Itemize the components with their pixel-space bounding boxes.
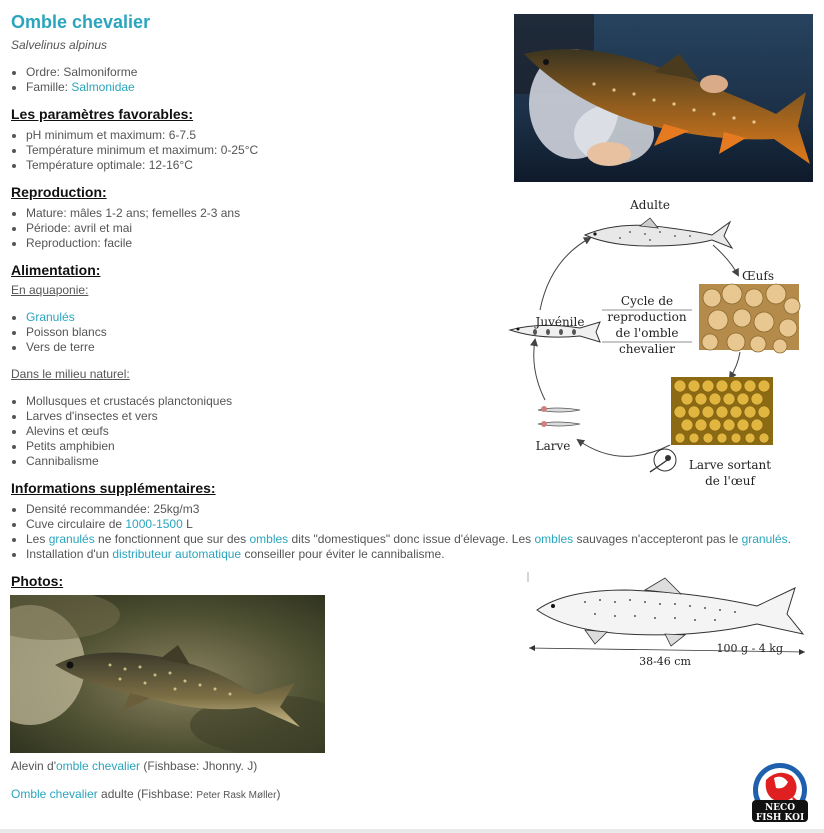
milieu-list [11, 394, 232, 469]
ombles-link[interactable]: ombles [249, 532, 289, 546]
milieu-label: Dans le milieu naturel: [11, 367, 130, 381]
list-item: • Alevins et œufs [26, 424, 232, 439]
adult-fish-image [514, 14, 813, 182]
logo-text-2: FISH KOI [755, 813, 805, 823]
adult-photo-caption: Omble chevalier adulte (Fishbase: Peter Rask Møller) [11, 787, 281, 801]
juvenile-photo-caption: Alevin d'omble chevalier (Fishbase: Jhonny. J) [11, 759, 258, 773]
cycle-title-1: Cycle de [620, 294, 674, 308]
larve-sortant-label-2: de l'œuf [705, 474, 755, 488]
list-item: • Larves d'insectes et vers [26, 409, 232, 424]
omble-chevalier-link[interactable]: Omble chevalier [11, 787, 98, 801]
cycle-title-2: reproduction [607, 310, 687, 324]
famille-link[interactable]: Salmonidae [71, 80, 135, 94]
cycle-title-3: de l'omble [615, 326, 679, 340]
neco-fish-koi-logo[interactable] [748, 760, 812, 826]
reproduction-list [11, 206, 240, 251]
list-item: • pH minimum et maximum: 6-7.5 [26, 128, 258, 143]
parametres-heading: Les paramètres favorables: [11, 106, 194, 122]
list-item: • Température optimale: 12-16°C [26, 158, 258, 173]
parametres-list [11, 128, 258, 173]
list-item: • Installation d'un distributeur automatique conseiller pour éviter le cannibalisme. [26, 547, 824, 562]
oeufs-label: Œufs [742, 269, 774, 283]
page-title: Omble chevalier [11, 12, 151, 32]
length-label: 38-46 cm [639, 655, 691, 668]
latin-name: Salvelinus alpinus [11, 38, 108, 52]
larvae-eggs-photo [671, 377, 773, 445]
list-item: • Mollusques et crustacés planctoniques [26, 394, 232, 409]
list-item: • Densité recommandée: 25kg/m3 [26, 502, 824, 517]
granules-link[interactable]: granulés [48, 532, 95, 546]
granules-link[interactable]: granulés [741, 532, 788, 546]
list-item: • Vers de terre [26, 340, 107, 355]
list-item: • Les granulés ne fonctionnent que sur des ombles dits "domestiques" donc issue d'élevage. Les ombles sauvages n'accepteront pas le granulés. [26, 532, 824, 547]
alimentation-heading: Alimentation: [11, 262, 101, 278]
informations-list [11, 502, 824, 562]
aquaponie-list [11, 310, 107, 355]
granules-link[interactable]: Granulés [26, 310, 75, 324]
bottom-divider [0, 829, 824, 833]
photos-heading: Photos: [11, 573, 64, 589]
taxonomy-list [11, 65, 137, 95]
larve-label: Larve [535, 439, 571, 453]
list-item [26, 310, 107, 325]
cycle-title-4: chevalier [619, 342, 675, 356]
list-item: • Mature: mâles 1-2 ans; femelles 2-3 ans [26, 206, 240, 221]
juvenile-fish-image [10, 595, 325, 753]
reproduction-heading: Reproduction: [11, 184, 107, 200]
list-item: • Cannibalisme [26, 454, 232, 469]
list-item: • Petits amphibien [26, 439, 232, 454]
hatching-larva-drawing [650, 449, 676, 472]
juvenile-fish-photo [10, 595, 325, 753]
size-diagram [525, 572, 810, 672]
informations-heading: Informations supplémentaires: [11, 480, 216, 496]
list-item: • Température minimum et maximum: 0-25°C [26, 143, 258, 158]
list-item: • Reproduction: facile [26, 236, 240, 251]
cuve-link[interactable]: 1000-1500 [125, 517, 183, 531]
distributeur-link[interactable]: distributeur automatique [112, 547, 242, 561]
adulte-label: Adulte [630, 198, 670, 212]
adult-fish-drawing [585, 218, 732, 248]
juvenile-label: Juvénile [535, 315, 585, 329]
logo-text-1: NECO [764, 803, 796, 813]
list-item: • Cuve circulaire de 1000-1500 L [26, 517, 824, 532]
list-item: • Poisson blancs [26, 325, 107, 340]
adult-fish-photo [514, 14, 813, 182]
aquaponie-label: En aquaponie: [11, 283, 89, 297]
koi-logo-icon [748, 760, 812, 826]
list-item: • Période: avril et mai [26, 221, 240, 236]
omble-chevalier-link[interactable]: omble chevalier [55, 759, 141, 773]
list-item-famille: • Famille: Salmonidae [26, 80, 137, 95]
life-cycle-diagram [500, 190, 820, 500]
eggs-photo [699, 284, 800, 353]
list-item-ordre: • Ordre: Salmoniforme [26, 65, 137, 80]
larve-sortant-label-1: Larve sortant [688, 458, 772, 472]
larva-drawing [538, 406, 580, 427]
adult-fish-sketch [537, 578, 803, 646]
ombles-link[interactable]: ombles [534, 532, 574, 546]
weight-label: 100 g - 4 kg [716, 642, 783, 655]
